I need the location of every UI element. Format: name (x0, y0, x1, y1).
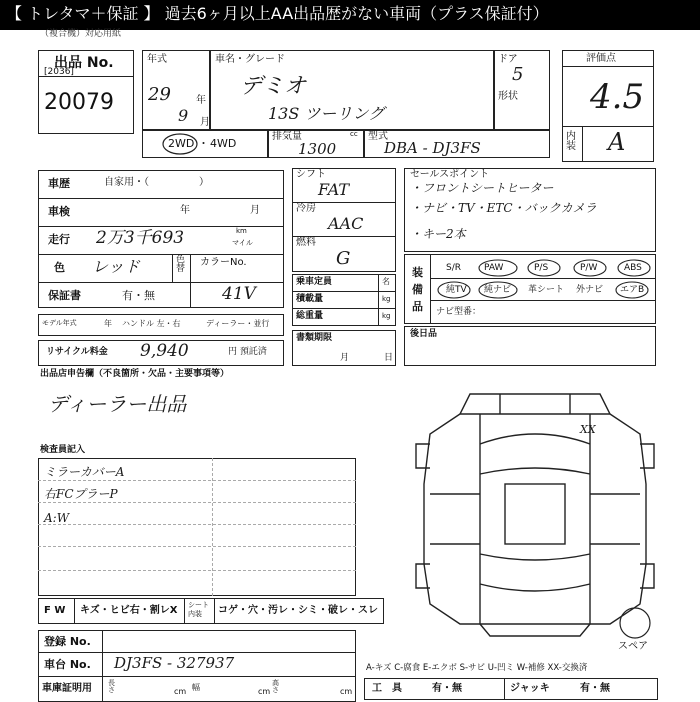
capacity-label-0: 乗車定員 (296, 277, 333, 287)
cert-cm-3: cm (340, 687, 353, 696)
equip-paw: PAW (484, 263, 504, 273)
equip-tv: 純TV (446, 285, 467, 295)
model-name: デミオ (240, 74, 307, 99)
declaration-label: 出品店申告欄（不良箇所・欠品・主要事項等） (40, 369, 230, 379)
year-unit: 年 (196, 95, 206, 106)
history-label: 車歴 (48, 177, 70, 190)
jack-options: 有・無 (580, 683, 610, 694)
spare-label: スペア (618, 641, 648, 652)
warranty-label: 保証書 (48, 289, 81, 302)
banner-text: 【 トレタマ＋保証 】 過去6ヶ月以上AA出品歴がない車両（プラス保証付） (6, 4, 549, 23)
model-row-year: 年 (104, 319, 112, 328)
cert-length: 長さ (108, 679, 115, 694)
score-value: 4.5 (590, 77, 645, 117)
inspector-line-2: A:W (44, 511, 70, 525)
inspector-label: 検査員記入 (40, 445, 86, 455)
equip-leather: 革シート (528, 285, 565, 295)
chassis-label: 車台 No. (44, 658, 91, 671)
displacement-label: 排気量 (272, 131, 302, 142)
mileage-label: 走行 (48, 233, 70, 246)
doc-period-day: 日 (384, 353, 394, 363)
mileage-unit-km: km (236, 227, 247, 235)
mileage-unit-mile: マイル (232, 239, 253, 247)
nav-model-label: ナビ型番： (436, 307, 482, 317)
month-value: 9 (178, 106, 189, 125)
model-type-value: DBA - DJ3FS (384, 139, 481, 157)
equip-sr: S/R (446, 263, 461, 273)
recycle-value: 9,940 (140, 341, 189, 361)
interior-label: 内装 (566, 131, 576, 152)
color-no-label: カラーNo. (200, 257, 247, 268)
chassis-value: DJ3FS - 327937 (114, 654, 235, 672)
sales-point-item-2: ・キー2本 (410, 227, 466, 241)
capacity-label-1: 積載量 (296, 294, 324, 304)
year-value: 29 (148, 84, 171, 105)
inspector-line-0: ミラーカバーA (44, 465, 125, 479)
doc-period-label: 書類期限 (296, 333, 333, 343)
year-label: 年式 (147, 54, 167, 65)
fuel-label: 燃料 (296, 237, 316, 248)
shift-label: シフト (296, 169, 326, 180)
color-no-value: 41V (222, 284, 256, 304)
drive-2wd: 2WD (168, 137, 195, 150)
equip-circles-icon (430, 254, 656, 300)
color-value: レッド (92, 257, 140, 276)
equip-ps: P/S (534, 263, 549, 273)
inspection-label: 車検 (48, 205, 70, 218)
sales-point-item-0: ・フロントシートヒーター (410, 181, 554, 195)
tools-label: 工 具 (372, 683, 402, 694)
name-label: 車名・グレード (215, 54, 285, 65)
door-label: ドア (498, 54, 518, 65)
capacity-label-2: 総重量 (296, 311, 324, 321)
fw-seat-label: シート内装 (188, 601, 209, 618)
equip-pw: P/W (580, 263, 598, 273)
ac-label: 冷房 (296, 203, 316, 214)
displacement-unit: cc (350, 130, 358, 138)
recycle-label: リサイクル料金 (46, 347, 108, 357)
lot-number: 20079 (44, 90, 114, 115)
recycle-unit: 円 預託済 (228, 347, 267, 357)
capacity-unit-2: kg (382, 312, 391, 320)
color-label: 色 (54, 261, 65, 274)
lot-code: [2036] (44, 67, 74, 77)
month-unit: 月 (200, 117, 210, 128)
sales-point-label: セールスポイント (410, 169, 490, 180)
inspection-year: 年 (180, 205, 190, 216)
doc-period-month: 月 (340, 353, 350, 363)
sales-point-item-1: ・ナビ・TV・ETC・バックカメラ (410, 201, 597, 215)
warranty-options: 有・無 (122, 289, 155, 302)
drive-sep: ・ (198, 137, 209, 150)
diagram-mark: XX (580, 423, 596, 436)
cert-cm-1: cm (174, 687, 187, 696)
model-row-handle: ハンドル 左・右 (122, 319, 181, 328)
cert-width: 幅 (192, 683, 200, 692)
spare-tire-icon (618, 606, 652, 640)
cert-height: 高さ (272, 679, 279, 694)
cert-cm-2: cm (258, 687, 271, 696)
rear-label: 後日品 (410, 329, 438, 339)
fw-items: キズ・ヒビ右・割レX (80, 605, 178, 616)
fw-label: F W (44, 605, 66, 616)
rear-box (404, 326, 656, 366)
history-value: 自家用・（ ） (104, 177, 209, 188)
shift-value: FAT (318, 180, 350, 199)
inspection-month: 月 (250, 205, 260, 216)
damage-legend: A-キズ C-腐食 E-エクボ S-サビ U-凹ミ W-補修 XX-交換済 (366, 663, 588, 673)
form-note: （複合機）対応用紙 (40, 29, 122, 39)
registration-label: 登録 No. (44, 635, 91, 648)
lot-label: 出品 No. (54, 55, 114, 71)
capacity-unit-1: kg (382, 295, 391, 303)
drive-4wd: 4WD (210, 137, 237, 150)
score-label: 評価点 (586, 53, 616, 64)
capacity-unit-0: 名 (382, 277, 390, 286)
equip-airbag: エアB (620, 285, 645, 295)
door-value: 5 (512, 64, 524, 85)
car-damage-diagram (410, 384, 660, 640)
declaration-value: ディーラー出品 (48, 392, 187, 416)
model-type-label: 型式 (368, 131, 388, 142)
interior-value: A (608, 128, 626, 156)
mileage-value: 2万3千693 (96, 228, 185, 248)
shape-label: 形状 (498, 91, 518, 102)
drive-circle-icon (160, 131, 200, 157)
fuel-value: G (336, 248, 351, 269)
cert-label: 車庫証明用 (42, 683, 92, 694)
jack-label: ジャッキ (510, 683, 550, 694)
displacement-value: 1300 (298, 140, 337, 158)
equip-abs: ABS (624, 263, 642, 273)
equip-outnavi: 外ナビ (576, 285, 604, 295)
ac-value: AAC (328, 214, 364, 233)
equip-navi: 純ナビ (484, 285, 512, 295)
equipment-label: 装備品 (412, 266, 423, 313)
grade-name: 13S ツーリング (268, 104, 385, 123)
model-row-dealer: ディーラー・並行 (206, 319, 270, 328)
fw-seat-items: コゲ・穴・汚レ・シミ・破レ・スレ (218, 605, 378, 616)
inspector-line-1: 右FCプラーP (44, 487, 118, 501)
model-row-label: モデル年式 (42, 319, 77, 327)
tools-options: 有・無 (432, 683, 462, 694)
color-change-label: 色替 (176, 255, 186, 274)
